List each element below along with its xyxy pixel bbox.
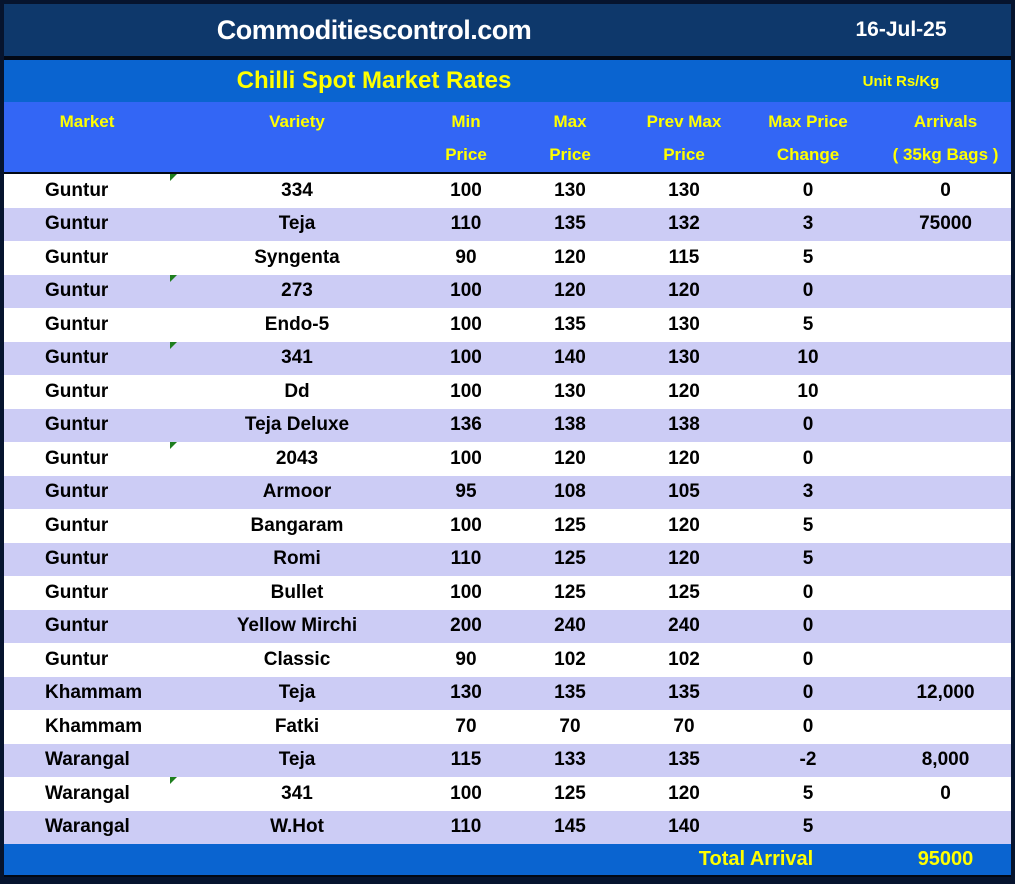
max-price-change-cell: 5 bbox=[802, 816, 814, 838]
max-price-cell: 120 bbox=[554, 246, 586, 268]
min-price-cell: 136 bbox=[450, 414, 482, 436]
total-arrival-label: Total Arrival bbox=[698, 848, 814, 870]
max-price-cell: 125 bbox=[554, 514, 586, 536]
market-cell: Khammam bbox=[45, 682, 143, 704]
min-price-cell: 100 bbox=[450, 179, 482, 201]
market-cell: Guntur bbox=[45, 213, 109, 235]
column-header-line2: Change bbox=[776, 145, 840, 164]
max-price-cell: 125 bbox=[554, 782, 586, 804]
market-cell: Guntur bbox=[45, 514, 109, 536]
arrivals-cell bbox=[880, 811, 1011, 845]
column-header-line2: Price bbox=[663, 145, 705, 164]
max-price-cell: 125 bbox=[554, 548, 586, 570]
market-cell: Guntur bbox=[45, 447, 109, 469]
arrivals-cell: 75000 bbox=[919, 213, 972, 235]
arrivals-cell bbox=[880, 275, 1011, 309]
table-row bbox=[4, 409, 1011, 443]
market-cell: Guntur bbox=[45, 615, 109, 637]
prev-max-price-cell: 138 bbox=[668, 414, 700, 436]
table-row bbox=[4, 275, 1011, 309]
table-row bbox=[4, 308, 1011, 342]
title-bar bbox=[4, 60, 1011, 102]
arrivals-cell bbox=[880, 643, 1011, 677]
variety-cell: 334 bbox=[281, 179, 313, 201]
report-date: 16-Jul-25 bbox=[855, 18, 947, 41]
site-title: Commoditiescontrol.com bbox=[216, 14, 532, 45]
market-cell: Guntur bbox=[45, 179, 109, 201]
max-price-cell: 135 bbox=[554, 213, 586, 235]
prev-max-price-cell: 125 bbox=[668, 581, 700, 603]
arrivals-cell bbox=[880, 409, 1011, 443]
market-cell: Guntur bbox=[45, 380, 109, 402]
variety-cell: Endo-5 bbox=[264, 313, 330, 335]
prev-max-price-cell: 120 bbox=[668, 447, 700, 469]
table-row bbox=[4, 375, 1011, 409]
prev-max-price-cell: 240 bbox=[668, 615, 700, 637]
max-price-cell: 102 bbox=[554, 648, 586, 670]
min-price-cell: 90 bbox=[455, 648, 477, 670]
prev-max-price-cell: 120 bbox=[668, 782, 700, 804]
max-price-change-cell: 0 bbox=[802, 414, 814, 436]
report-title: Chilli Spot Market Rates bbox=[236, 67, 512, 94]
min-price-cell: 100 bbox=[450, 581, 482, 603]
table-row bbox=[4, 643, 1011, 677]
number-stored-as-text-flag-icon bbox=[170, 442, 177, 449]
table-row bbox=[4, 208, 1011, 242]
column-header-line1: Max bbox=[553, 112, 587, 131]
market-cell: Guntur bbox=[45, 648, 109, 670]
market-cell: Guntur bbox=[45, 581, 109, 603]
max-price-cell: 145 bbox=[554, 816, 586, 838]
column-header-line1: Market bbox=[59, 112, 115, 131]
variety-cell: Bullet bbox=[270, 581, 324, 603]
column-header-min-price bbox=[424, 102, 508, 172]
column-header-line1: Prev Max bbox=[646, 112, 722, 131]
column-header-line2: ( 35kg Bags ) bbox=[892, 145, 999, 164]
prev-max-price-cell: 120 bbox=[668, 548, 700, 570]
variety-cell: Yellow Mirchi bbox=[236, 615, 358, 637]
max-price-change-cell: 10 bbox=[797, 347, 819, 369]
min-price-cell: 100 bbox=[450, 514, 482, 536]
prev-max-price-cell: 120 bbox=[668, 280, 700, 302]
table-row bbox=[4, 744, 1011, 778]
max-price-cell: 138 bbox=[554, 414, 586, 436]
market-cell: Guntur bbox=[45, 481, 109, 503]
variety-cell: Teja Deluxe bbox=[244, 414, 350, 436]
arrivals-cell bbox=[880, 308, 1011, 342]
table-row bbox=[4, 811, 1011, 845]
column-header-line1: Variety bbox=[269, 112, 325, 131]
max-price-cell: 135 bbox=[554, 682, 586, 704]
min-price-cell: 90 bbox=[455, 246, 477, 268]
arrivals-cell bbox=[880, 476, 1011, 510]
variety-cell: 2043 bbox=[275, 447, 319, 469]
min-price-cell: 100 bbox=[450, 280, 482, 302]
market-cell: Guntur bbox=[45, 548, 109, 570]
arrivals-cell bbox=[880, 342, 1011, 376]
arrivals-cell bbox=[880, 241, 1011, 275]
number-stored-as-text-flag-icon bbox=[170, 777, 177, 784]
market-cell: Warangal bbox=[45, 816, 130, 838]
total-arrival-value: 95000 bbox=[917, 848, 974, 870]
variety-cell: Teja bbox=[278, 749, 316, 771]
max-price-cell: 130 bbox=[554, 380, 586, 402]
prev-max-price-cell: 130 bbox=[668, 347, 700, 369]
table-header-row bbox=[4, 102, 1011, 172]
variety-cell: 341 bbox=[281, 347, 313, 369]
variety-cell: Dd bbox=[284, 380, 310, 402]
variety-cell: Fatki bbox=[274, 715, 320, 737]
min-price-cell: 130 bbox=[450, 682, 482, 704]
table-body bbox=[4, 174, 1011, 844]
max-price-change-cell: -2 bbox=[799, 749, 817, 771]
prev-max-price-cell: 135 bbox=[668, 749, 700, 771]
max-price-change-cell: 5 bbox=[802, 514, 814, 536]
market-cell: Warangal bbox=[45, 782, 130, 804]
market-cell: Guntur bbox=[45, 347, 109, 369]
min-price-cell: 110 bbox=[450, 213, 482, 235]
column-header-line1: Arrivals bbox=[913, 112, 978, 131]
top-bar bbox=[4, 4, 1011, 56]
arrivals-cell: 12,000 bbox=[916, 682, 975, 704]
arrivals-cell bbox=[880, 509, 1011, 543]
prev-max-price-cell: 135 bbox=[668, 682, 700, 704]
min-price-cell: 200 bbox=[450, 615, 482, 637]
variety-cell: Teja bbox=[278, 682, 316, 704]
arrivals-cell bbox=[880, 576, 1011, 610]
column-header-line2: Price bbox=[445, 145, 487, 164]
max-price-cell: 133 bbox=[554, 749, 586, 771]
table-row bbox=[4, 342, 1011, 376]
market-cell: Khammam bbox=[45, 715, 143, 737]
prev-max-price-cell: 105 bbox=[668, 481, 700, 503]
variety-cell: Romi bbox=[273, 548, 321, 570]
unit-label: Unit Rs/Kg bbox=[862, 72, 940, 90]
min-price-cell: 110 bbox=[450, 816, 482, 838]
max-price-change-cell: 10 bbox=[797, 380, 819, 402]
min-price-cell: 70 bbox=[455, 715, 477, 737]
max-price-change-cell: 0 bbox=[802, 648, 814, 670]
prev-max-price-cell: 130 bbox=[668, 179, 700, 201]
market-cell: Guntur bbox=[45, 414, 109, 436]
max-price-change-cell: 3 bbox=[802, 481, 814, 503]
arrivals-cell bbox=[880, 442, 1011, 476]
table-row bbox=[4, 476, 1011, 510]
variety-cell: 273 bbox=[281, 280, 313, 302]
variety-cell: Bangaram bbox=[250, 514, 344, 536]
prev-max-price-cell: 115 bbox=[668, 246, 700, 268]
variety-cell: Classic bbox=[263, 648, 331, 670]
max-price-cell: 120 bbox=[554, 447, 586, 469]
variety-cell: Armoor bbox=[262, 481, 332, 503]
max-price-change-cell: 5 bbox=[802, 313, 814, 335]
table-row bbox=[4, 442, 1011, 476]
max-price-cell: 240 bbox=[554, 615, 586, 637]
arrivals-cell bbox=[880, 543, 1011, 577]
table-row bbox=[4, 610, 1011, 644]
column-header-line1: Max Price bbox=[768, 112, 848, 131]
table-row bbox=[4, 677, 1011, 711]
table-row bbox=[4, 241, 1011, 275]
column-header-variety bbox=[170, 102, 424, 172]
prev-max-price-cell: 120 bbox=[668, 514, 700, 536]
market-cell: Guntur bbox=[45, 313, 109, 335]
max-price-cell: 70 bbox=[559, 715, 581, 737]
prev-max-price-cell: 120 bbox=[668, 380, 700, 402]
min-price-cell: 100 bbox=[450, 380, 482, 402]
total-bar bbox=[4, 844, 1011, 877]
min-price-cell: 115 bbox=[450, 749, 482, 771]
number-stored-as-text-flag-icon bbox=[170, 342, 177, 349]
column-header-max-price-change bbox=[736, 102, 880, 172]
prev-max-price-cell: 70 bbox=[673, 715, 695, 737]
min-price-cell: 100 bbox=[450, 447, 482, 469]
market-cell: Guntur bbox=[45, 280, 109, 302]
min-price-cell: 95 bbox=[455, 481, 477, 503]
number-stored-as-text-flag-icon bbox=[170, 275, 177, 282]
arrivals-cell: 0 bbox=[940, 179, 951, 201]
prev-max-price-cell: 132 bbox=[668, 213, 700, 235]
arrivals-cell bbox=[880, 610, 1011, 644]
max-price-change-cell: 0 bbox=[802, 581, 814, 603]
max-price-change-cell: 0 bbox=[802, 715, 814, 737]
min-price-cell: 100 bbox=[450, 782, 482, 804]
variety-cell: Teja bbox=[278, 213, 316, 235]
column-header-prev-max-price bbox=[632, 102, 736, 172]
column-header-max-price bbox=[508, 102, 632, 172]
column-header-line1: Min bbox=[451, 112, 481, 131]
min-price-cell: 100 bbox=[450, 347, 482, 369]
prev-max-price-cell: 140 bbox=[668, 816, 700, 838]
table-row bbox=[4, 543, 1011, 577]
table-row bbox=[4, 576, 1011, 610]
market-cell: Warangal bbox=[45, 749, 130, 771]
number-stored-as-text-flag-icon bbox=[170, 174, 177, 181]
prev-max-price-cell: 102 bbox=[668, 648, 700, 670]
max-price-cell: 120 bbox=[554, 280, 586, 302]
variety-cell: Syngenta bbox=[254, 246, 340, 268]
max-price-change-cell: 0 bbox=[802, 280, 814, 302]
max-price-cell: 108 bbox=[554, 481, 586, 503]
table-row bbox=[4, 710, 1011, 744]
table-row bbox=[4, 777, 1011, 811]
max-price-change-cell: 5 bbox=[802, 548, 814, 570]
min-price-cell: 100 bbox=[450, 313, 482, 335]
arrivals-cell: 8,000 bbox=[921, 749, 970, 771]
max-price-change-cell: 5 bbox=[802, 246, 814, 268]
max-price-cell: 140 bbox=[554, 347, 586, 369]
max-price-change-cell: 0 bbox=[802, 447, 814, 469]
column-header-arrivals bbox=[880, 102, 1011, 172]
arrivals-cell: 0 bbox=[940, 782, 951, 804]
table-row bbox=[4, 174, 1011, 208]
arrivals-cell bbox=[880, 710, 1011, 744]
max-price-cell: 135 bbox=[554, 313, 586, 335]
max-price-change-cell: 0 bbox=[802, 615, 814, 637]
column-header-line2: Price bbox=[549, 145, 591, 164]
max-price-change-cell: 0 bbox=[802, 682, 814, 704]
variety-cell: W.Hot bbox=[270, 816, 324, 838]
arrivals-cell bbox=[880, 375, 1011, 409]
prev-max-price-cell: 130 bbox=[668, 313, 700, 335]
market-cell: Guntur bbox=[45, 246, 109, 268]
max-price-cell: 130 bbox=[554, 179, 586, 201]
table-row bbox=[4, 509, 1011, 543]
max-price-change-cell: 0 bbox=[802, 179, 814, 201]
column-header-market bbox=[4, 102, 170, 172]
max-price-change-cell: 3 bbox=[802, 213, 814, 235]
max-price-cell: 125 bbox=[554, 581, 586, 603]
variety-cell: 341 bbox=[281, 782, 313, 804]
min-price-cell: 110 bbox=[450, 548, 482, 570]
max-price-change-cell: 5 bbox=[802, 782, 814, 804]
